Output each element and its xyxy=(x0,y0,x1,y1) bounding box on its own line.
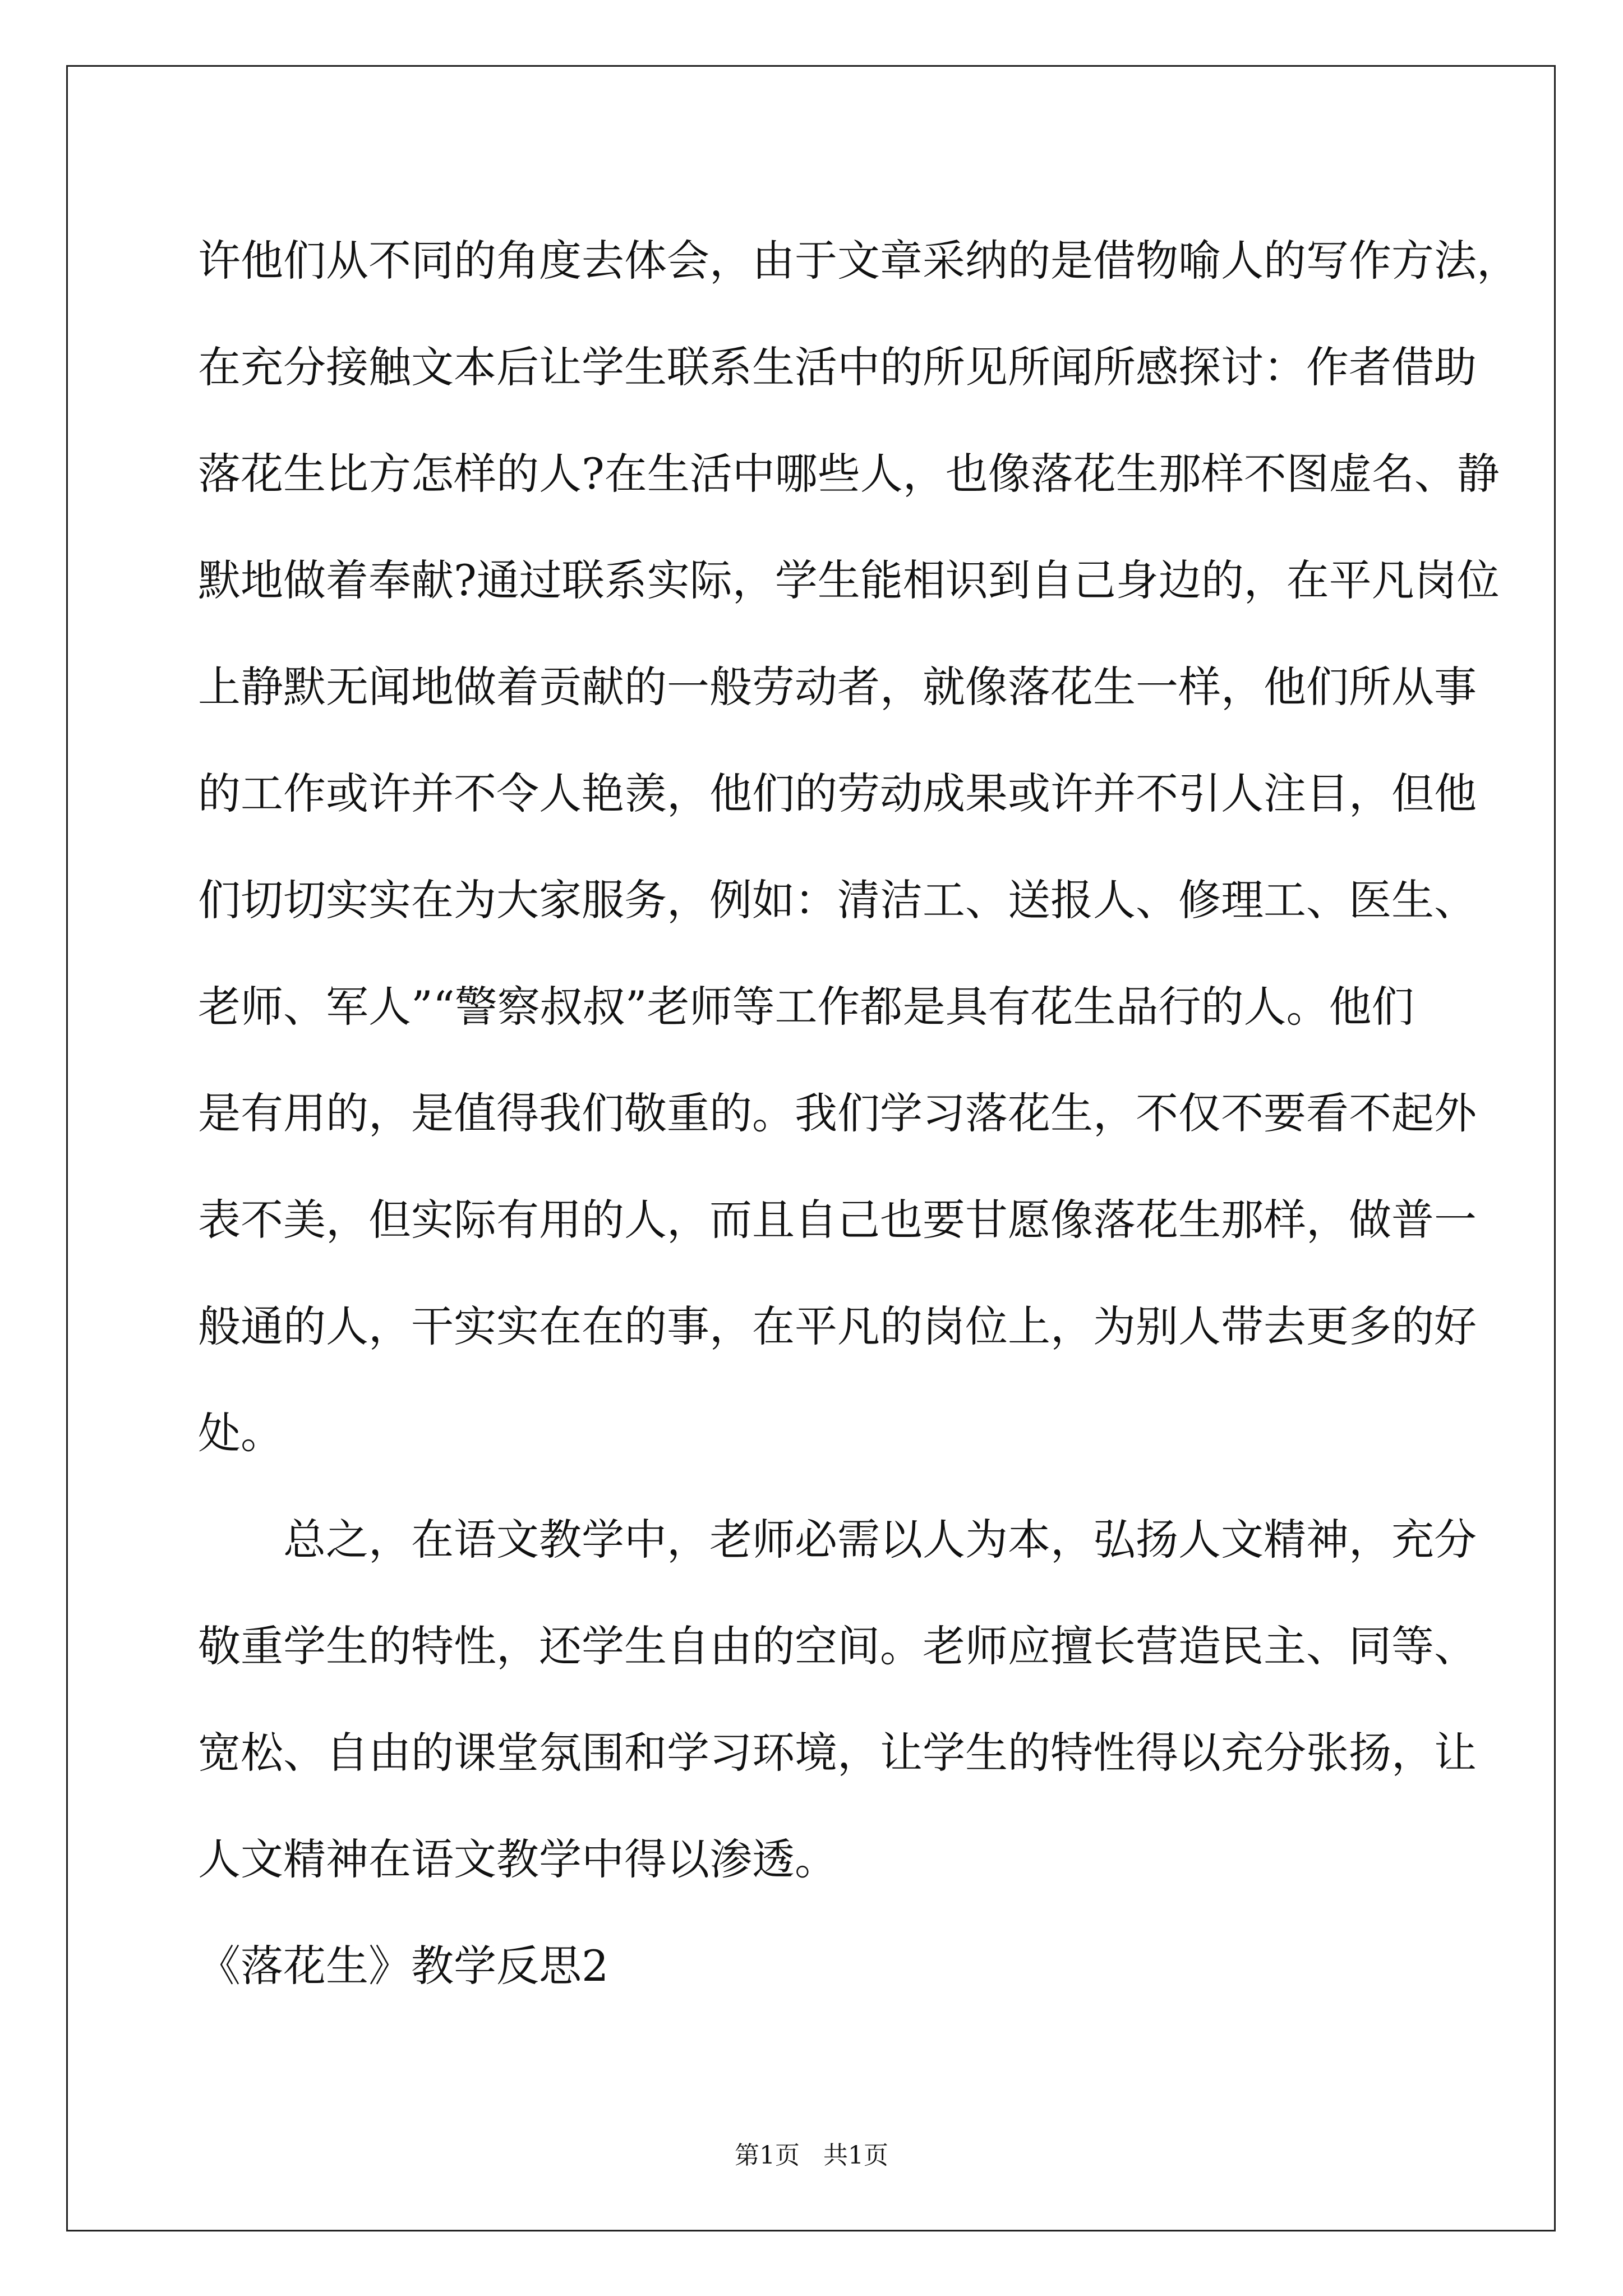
text-line: 处。 xyxy=(198,1408,283,1458)
text-line: 人文精神在语文教学中得以渗透。 xyxy=(198,1834,837,1884)
text-line: 般通的人，干实实在在的事，在平凡的岗位上，为别人带去更多的好 xyxy=(198,1301,1477,1351)
text-line: 的工作或许并不令人艳羡，他们的劳动成果或许并不引人注目，但他 xyxy=(198,769,1477,818)
page-number-footer: 第1页 共1页 xyxy=(735,2141,888,2170)
text-line: 许他们从不同的角度去体会，由于文章采纳的是借物喻人的写作方法， xyxy=(198,236,1519,286)
text-line: 在充分接触文本后让学生联系生活中的所见所闻所感探讨：作者借助 xyxy=(198,342,1477,392)
text-line: 们切切实实在为大家服务，例如：清洁工、送报人、修理工、医生、 xyxy=(198,875,1477,925)
text-line: 是有用的，是值得我们敬重的。我们学习落花生，不仅不要看不起外 xyxy=(198,1088,1477,1138)
section-heading: 《落花生》教学反思2 xyxy=(198,1941,609,1991)
text-line: 默地做着奉献?通过联系实际，学生能相识到自己身边的，在平凡岗位 xyxy=(198,555,1500,605)
document-body xyxy=(198,208,1519,2019)
text-line: 老师、军人”“警察叔叔”老师等工作都是具有花生品行的人。他们 xyxy=(198,982,1414,1032)
text-line: 落花生比方怎样的人?在生活中哪些人，也像落花生那样不图虚名、静 xyxy=(198,449,1500,499)
paragraph-start-line: 总之，在语文教学中，老师必需以人为本，弘扬人文精神，充分 xyxy=(283,1515,1477,1565)
text-line: 表不美，但实际有用的人，而且自己也要甘愿像落花生那样，做普一 xyxy=(198,1195,1477,1245)
text-line: 敬重学生的特性，还学生自由的空间。老师应擅长营造民主、同等、 xyxy=(198,1621,1477,1671)
text-line: 上静默无闻地做着贡献的一般劳动者，就像落花生一样，他们所从事 xyxy=(198,662,1477,712)
text-line: 宽松、自由的课堂氛围和学习环境，让学生的特性得以充分张扬，让 xyxy=(198,1728,1477,1778)
